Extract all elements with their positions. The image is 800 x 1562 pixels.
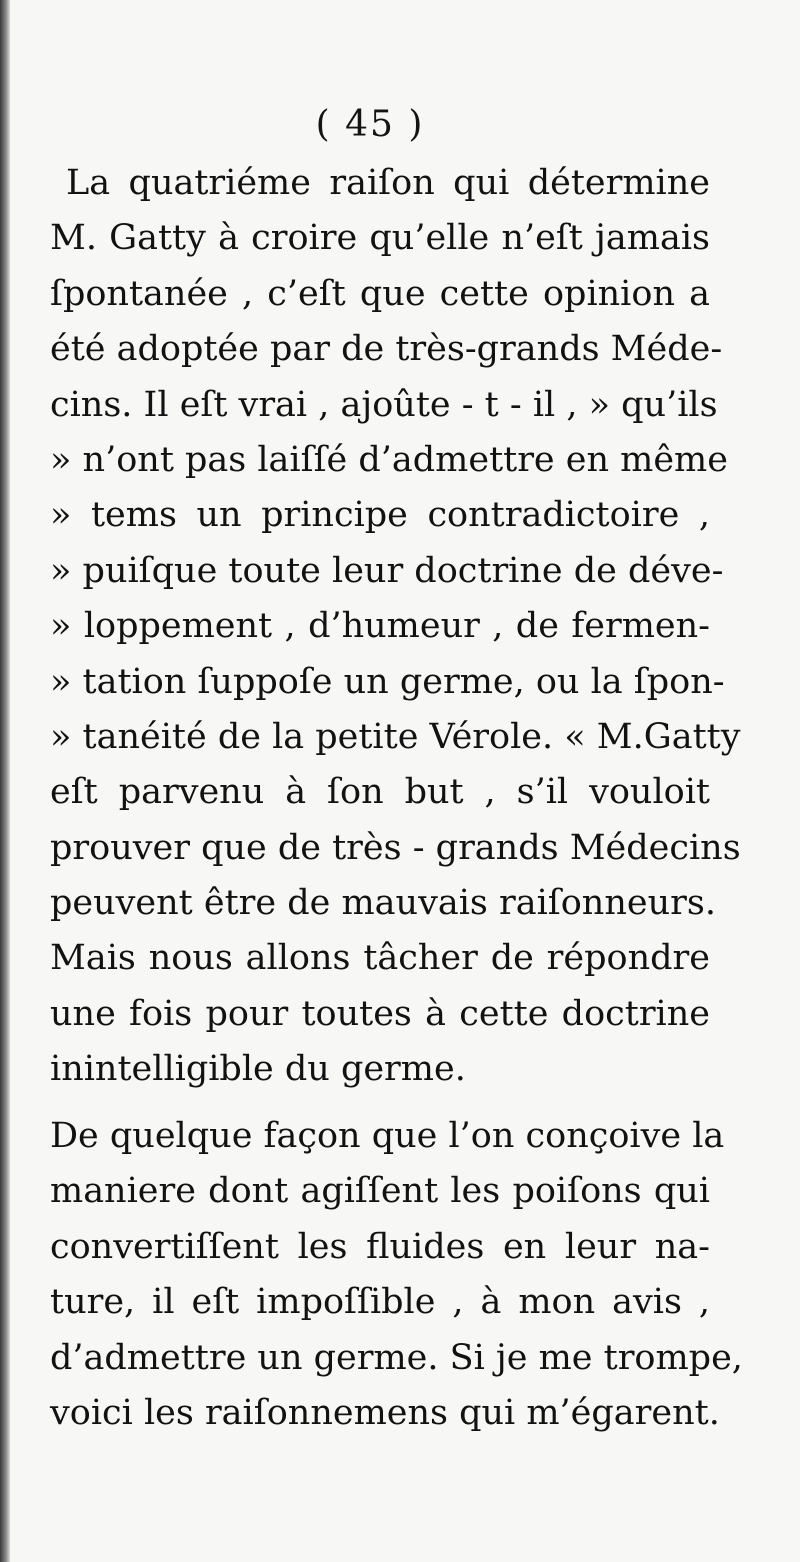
text-line: » loppement , d’humeur , de fermen- bbox=[50, 606, 710, 647]
text-line: inintelligible du germe. bbox=[50, 1049, 466, 1090]
text-line: » n’ont pas laiſſé d’admettre en même bbox=[50, 439, 728, 480]
paragraph-2 bbox=[50, 1109, 743, 1441]
text-line: convertiſſent les fluides en leur na- bbox=[50, 1226, 710, 1267]
text-line: voici les raiſonnemens qui m’égarent. bbox=[50, 1392, 720, 1433]
page-number: ( 45 ) bbox=[315, 104, 425, 145]
text-line: une fois pour toutes à cette doctrine bbox=[50, 993, 710, 1034]
text-line: peuvent être de mauvais raiſonneurs. bbox=[50, 883, 716, 924]
paragraph-1 bbox=[50, 156, 741, 1098]
text-line: » tanéité de la petite Vérole. « M.Gatty bbox=[50, 716, 741, 757]
text-line: Mais nous allons tâcher de répondre bbox=[50, 938, 710, 979]
text-line: La quatriéme raiſon qui détermine bbox=[66, 163, 710, 203]
page-gutter-shadow bbox=[0, 0, 10, 1562]
text-line: cins. Il eſt vrai , ajoûte - t - il , » qu’ils bbox=[50, 384, 718, 425]
text-line: » tems un principe contradictoire , bbox=[50, 495, 710, 536]
text-line: M. Gatty à croire qu’elle n’eſt jamais bbox=[50, 218, 710, 259]
text-line: ſpontanée , c’eſt que cette opinion a bbox=[50, 273, 710, 314]
text-line: prouver que de très - grands Médecins bbox=[50, 827, 741, 868]
text-line: eſt parvenu à ſon but , s’il vouloit bbox=[50, 772, 710, 813]
text-line: » puiſque toute leur doctrine de déve- bbox=[50, 550, 724, 591]
text-line: ture, il eſt impoſſible , à mon avis , bbox=[50, 1282, 710, 1323]
text-line: » tation ſuppoſe un germe, ou la ſpon- bbox=[50, 661, 725, 702]
text-line: De quelque façon que l’on conçoive la bbox=[50, 1116, 725, 1156]
text-line: d’admettre un germe. Si je me trompe, bbox=[50, 1337, 743, 1378]
text-line: maniere dont agiſſent les poiſons qui bbox=[50, 1171, 710, 1212]
text-line: été adoptée par de très-grands Méde- bbox=[50, 329, 723, 370]
